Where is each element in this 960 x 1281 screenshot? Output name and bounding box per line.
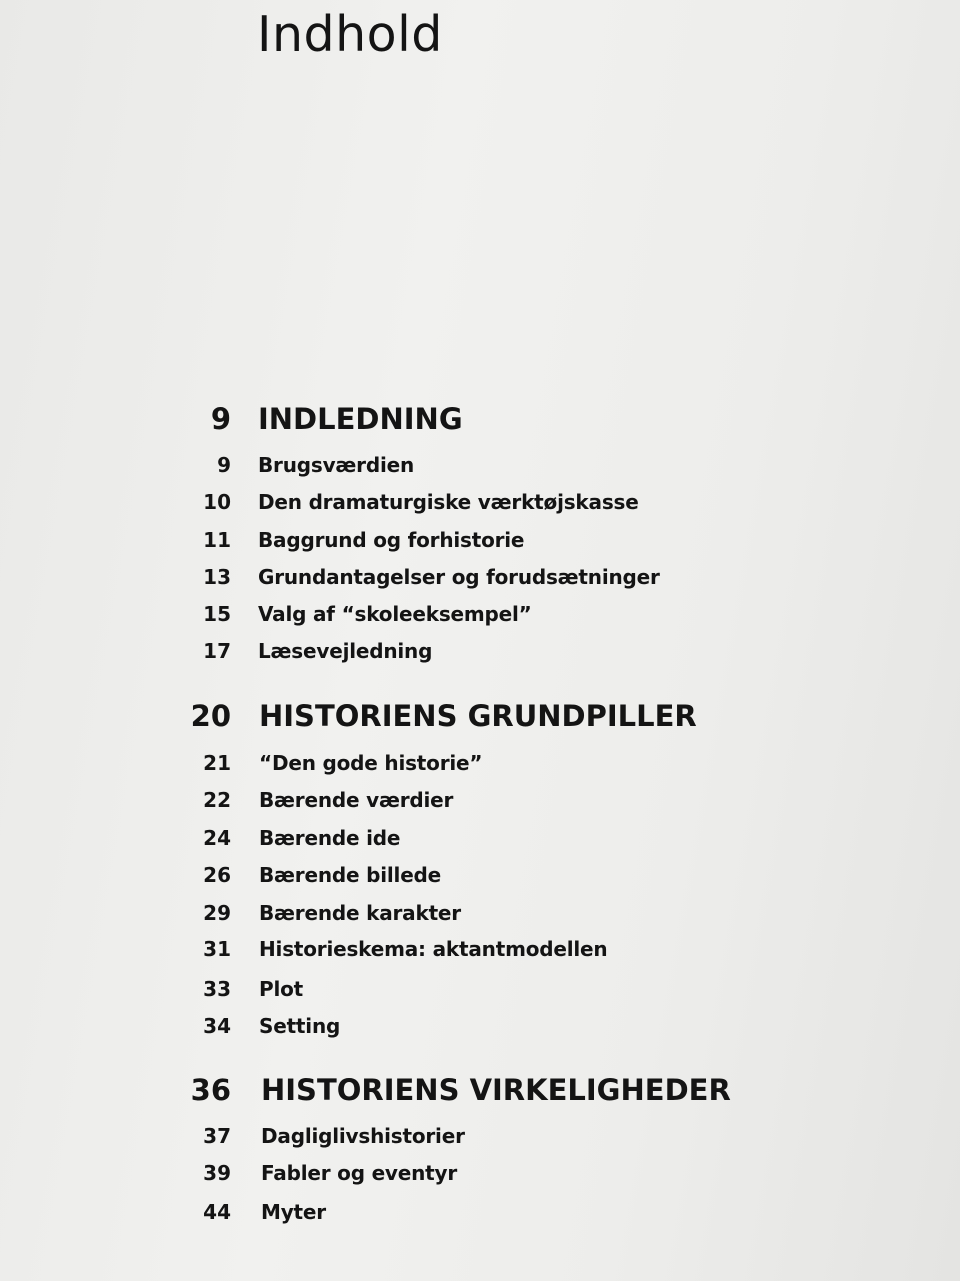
entry-title: “Den gode historie” [259,751,483,775]
page-number: 17 [203,639,231,663]
toc-entry[interactable] [0,1196,960,1236]
entry-title: Bærende ide [259,826,401,850]
entry-title: Bærende værdier [259,788,454,812]
entry-title: Brugsværdien [258,453,414,477]
entry-title: Baggrund og forhistorie [258,528,525,552]
page-number: 33 [203,977,231,1001]
page-number: 20 [190,699,231,733]
toc-entry[interactable] [0,822,960,862]
toc-entry[interactable] [0,973,960,1013]
entry-title: Valg af “skoleeksempel” [258,602,532,626]
entry-title: Den dramaturgiske værktøjskasse [258,490,639,514]
entry-title: Fabler og eventyr [261,1161,458,1185]
entry-title: Dagliglivshistorier [261,1124,465,1148]
entry-title: Historieskema: aktantmodellen [259,937,608,961]
entry-title: Myter [261,1200,326,1224]
entry-title: Bærende karakter [259,901,461,925]
entry-title: Læsevejledning [258,639,433,663]
page-number: 9 [210,402,231,436]
entry-title: Setting [259,1014,341,1038]
toc-entry[interactable] [0,747,960,787]
page-title: Indhold [257,6,443,63]
page-number: 9 [217,453,231,477]
toc-entry[interactable] [0,897,960,937]
page-number: 11 [203,528,231,552]
page-number: 39 [203,1161,231,1185]
entry-title: Bærende billede [259,863,442,887]
section-title: HISTORIENS VIRKELIGHEDER [261,1073,731,1107]
toc-entry[interactable] [0,524,960,564]
toc-entry[interactable] [0,635,960,675]
page-number: 26 [203,863,231,887]
page-number: 31 [203,937,231,961]
page-number: 22 [203,788,231,812]
toc-entry[interactable] [0,1120,960,1160]
toc-entry[interactable] [0,598,960,638]
toc-entry[interactable] [0,859,960,899]
section-title: INDLEDNING [258,402,463,436]
toc-section-heading[interactable] [0,699,960,739]
page-number: 29 [203,901,231,925]
entry-title: Grundantagelser og forudsætninger [258,565,660,589]
page-number: 10 [203,490,231,514]
toc-entry[interactable] [0,784,960,824]
toc-entry[interactable] [0,561,960,601]
toc-section-heading[interactable] [0,1073,960,1113]
page-number: 36 [190,1073,231,1107]
page-number: 34 [203,1014,231,1038]
entry-title: Plot [259,977,304,1001]
toc-entry[interactable] [0,933,960,973]
page-number: 15 [203,602,231,626]
page-number: 44 [203,1200,231,1224]
section-title: HISTORIENS GRUNDPILLER [259,699,697,733]
toc-entry[interactable] [0,449,960,489]
toc-entry[interactable] [0,1010,960,1050]
page-number: 13 [203,565,231,589]
toc-section-heading[interactable] [0,402,960,442]
page-number: 24 [203,826,231,850]
page-number: 37 [203,1124,231,1148]
toc-entry[interactable] [0,486,960,526]
toc-entry[interactable] [0,1157,960,1197]
page-number: 21 [203,751,231,775]
